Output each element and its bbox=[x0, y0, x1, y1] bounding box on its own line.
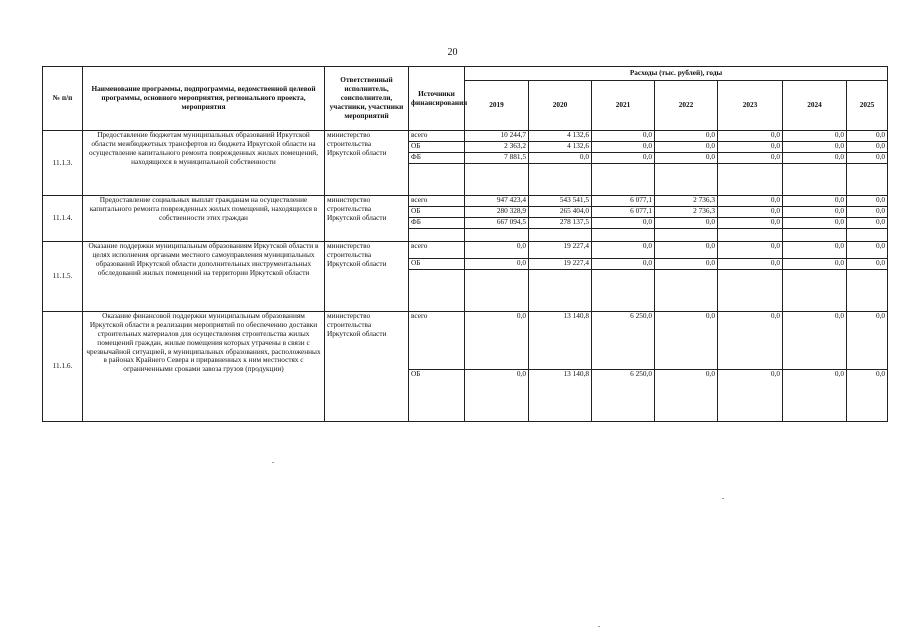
value-cell: 667 094,5 bbox=[465, 218, 529, 229]
value-cell: 0,0 bbox=[847, 259, 888, 270]
scan-speck bbox=[598, 626, 600, 627]
header-year: 2024 bbox=[783, 81, 847, 131]
value-cell: 0,0 bbox=[718, 259, 783, 270]
value-cell: 0,0 bbox=[718, 312, 783, 370]
value-cell: 0,0 bbox=[655, 131, 718, 142]
value-cell: 0,0 bbox=[783, 370, 847, 422]
value-cell: 0,0 bbox=[465, 312, 529, 370]
value-cell: 0,0 bbox=[592, 142, 655, 153]
value-cell: 278 137,5 bbox=[529, 218, 592, 229]
header-year: 2025 bbox=[847, 81, 888, 131]
value-cell: 0,0 bbox=[592, 259, 655, 270]
value-cell: 0,0 bbox=[718, 207, 783, 218]
header-year: 2020 bbox=[529, 81, 592, 131]
value-cell: 6 250,0 bbox=[592, 370, 655, 422]
page-number: 20 bbox=[447, 47, 458, 58]
table-header bbox=[43, 67, 888, 131]
row-executor: министерство строительства Иркутской области bbox=[325, 312, 409, 422]
value-cell: 0,0 bbox=[655, 153, 718, 164]
table-row bbox=[43, 196, 888, 207]
header-executor: Ответственный исполнитель, соисполнители, участники, участники мероприятий bbox=[325, 67, 409, 131]
value-cell: 0,0 bbox=[718, 370, 783, 422]
source-label: ОБ bbox=[409, 142, 465, 153]
value-cell: 0,0 bbox=[783, 207, 847, 218]
value-cell: 7 881,5 bbox=[465, 153, 529, 164]
value-cell: 0,0 bbox=[592, 153, 655, 164]
header-year: 2022 bbox=[655, 81, 718, 131]
value-cell: 0,0 bbox=[847, 312, 888, 370]
row-number: 11.1.6. bbox=[43, 312, 83, 422]
value-cell: 0,0 bbox=[783, 196, 847, 207]
value-cell: 0,0 bbox=[783, 142, 847, 153]
value-cell: 0,0 bbox=[783, 153, 847, 164]
source-label: всего bbox=[409, 312, 465, 370]
row-number: 11.1.5. bbox=[43, 242, 83, 312]
table-row bbox=[43, 131, 888, 142]
value-cell: 0,0 bbox=[718, 142, 783, 153]
value-cell: 0,0 bbox=[592, 242, 655, 259]
value-cell: 947 423,4 bbox=[465, 196, 529, 207]
value-cell: 0,0 bbox=[783, 259, 847, 270]
header-source: Источники финансирования bbox=[409, 67, 465, 131]
row-executor: министерство строительства Иркутской области bbox=[325, 242, 409, 312]
value-cell: 0,0 bbox=[847, 131, 888, 142]
value-cell: 0,0 bbox=[847, 370, 888, 422]
source-label: ФБ bbox=[409, 153, 465, 164]
source-label: ФБ bbox=[409, 218, 465, 229]
value-cell: 6 250,0 bbox=[592, 312, 655, 370]
header-year: 2021 bbox=[592, 81, 655, 131]
value-cell: 0,0 bbox=[783, 218, 847, 229]
row-number: 11.1.4. bbox=[43, 196, 83, 242]
value-cell: 2 736,3 bbox=[655, 207, 718, 218]
header-num: № п/п bbox=[43, 67, 83, 131]
value-cell: 0,0 bbox=[655, 370, 718, 422]
value-cell: 13 140,8 bbox=[529, 370, 592, 422]
value-cell: 0,0 bbox=[718, 242, 783, 259]
value-cell: 543 541,5 bbox=[529, 196, 592, 207]
value-cell: 19 227,4 bbox=[529, 242, 592, 259]
source-label: всего bbox=[409, 131, 465, 142]
header-year: 2023 bbox=[718, 81, 783, 131]
value-cell: 0,0 bbox=[847, 218, 888, 229]
value-cell: 0,0 bbox=[655, 312, 718, 370]
value-cell: 0,0 bbox=[655, 218, 718, 229]
row-number: 11.1.3. bbox=[43, 131, 83, 196]
source-label: всего bbox=[409, 242, 465, 259]
source-label: всего bbox=[409, 196, 465, 207]
value-cell: 0,0 bbox=[718, 131, 783, 142]
source-label: ОБ bbox=[409, 370, 465, 422]
value-cell: 13 140,8 bbox=[529, 312, 592, 370]
source-label: ОБ bbox=[409, 259, 465, 270]
value-cell: 19 227,4 bbox=[529, 259, 592, 270]
row-name: Предоставление бюджетам муниципальных образований Иркутской области межбюджетных трансфертов из бюджета Иркутской области на осуществление капитального ремонта поврежденных жилых помещений, находящихся в муниципальной собственности bbox=[83, 131, 325, 196]
source-label: ОБ bbox=[409, 207, 465, 218]
value-cell: 2 363,2 bbox=[465, 142, 529, 153]
value-cell: 0,0 bbox=[718, 218, 783, 229]
table-body bbox=[43, 131, 888, 422]
value-cell: 0,0 bbox=[847, 242, 888, 259]
table-row bbox=[43, 242, 888, 259]
value-cell: 0,0 bbox=[655, 142, 718, 153]
value-cell: 0,0 bbox=[847, 207, 888, 218]
value-cell: 6 077,1 bbox=[592, 196, 655, 207]
row-name: Оказание финансовой поддержки муниципальным образованиям Иркутской области в реализации мероприятий по обеспечению доставки строительных материалов для осуществления строительства жилых помещений граждан, жилые помещения которых утрачены в связи с чрезвычайной ситуацией, в муниципальных образованиях, расположенных в районах Крайнего Севера и приравненных к ним местностях с ограниченными сроками завоза грузов (продукции) bbox=[83, 312, 325, 422]
value-cell: 0,0 bbox=[847, 142, 888, 153]
header-year: 2019 bbox=[465, 81, 529, 131]
scan-speck bbox=[272, 462, 274, 463]
value-cell: 0,0 bbox=[847, 196, 888, 207]
value-cell: 6 077,1 bbox=[592, 207, 655, 218]
value-cell: 0,0 bbox=[847, 153, 888, 164]
value-cell: 0,0 bbox=[465, 259, 529, 270]
value-cell: 265 404,0 bbox=[529, 207, 592, 218]
header-expenses: Расходы (тыс. рублей), годы bbox=[465, 67, 888, 81]
table-row bbox=[43, 312, 888, 370]
row-executor: министерство строительства Иркутской области bbox=[325, 131, 409, 196]
row-name: Оказание поддержки муниципальным образованиям Иркутской области в целях исполнения органами местного самоуправления муниципальных образований Иркутской области дополнительных инструментальных обследований жилых помещений на территории Иркутской области bbox=[83, 242, 325, 312]
value-cell: 0,0 bbox=[718, 196, 783, 207]
value-cell: 0,0 bbox=[783, 242, 847, 259]
value-cell: 4 132,6 bbox=[529, 142, 592, 153]
value-cell: 0,0 bbox=[783, 131, 847, 142]
value-cell: 0,0 bbox=[592, 131, 655, 142]
value-cell: 0,0 bbox=[529, 153, 592, 164]
value-cell: 0,0 bbox=[465, 370, 529, 422]
header-name: Наименование программы, подпрограммы, ведомственной целевой программы, основного мероприятия, регионального проекта, мероприятия bbox=[83, 67, 325, 131]
value-cell: 10 244,7 bbox=[465, 131, 529, 142]
value-cell: 0,0 bbox=[655, 259, 718, 270]
value-cell: 280 328,9 bbox=[465, 207, 529, 218]
row-executor: министерство строительства Иркутской области bbox=[325, 196, 409, 242]
value-cell: 4 132,6 bbox=[529, 131, 592, 142]
value-cell: 0,0 bbox=[592, 218, 655, 229]
value-cell: 0,0 bbox=[655, 242, 718, 259]
value-cell: 0,0 bbox=[783, 312, 847, 370]
value-cell: 2 736,3 bbox=[655, 196, 718, 207]
scan-speck bbox=[722, 498, 724, 499]
value-cell: 0,0 bbox=[718, 153, 783, 164]
row-name: Предоставление социальных выплат гражданам на осуществление капитального ремонта поврежденных жилых помещений, находящихся в собственности этих граждан bbox=[83, 196, 325, 242]
expenses-table bbox=[42, 66, 888, 422]
value-cell: 0,0 bbox=[465, 242, 529, 259]
